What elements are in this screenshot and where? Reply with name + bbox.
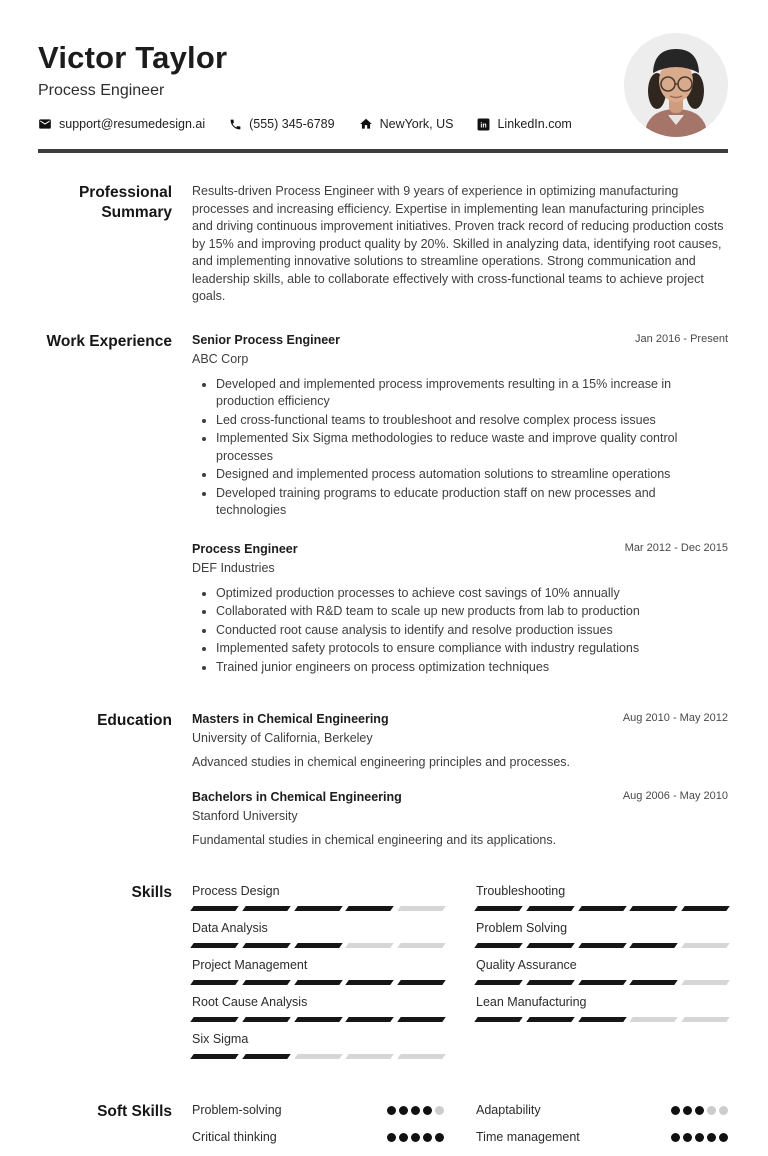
soft-skill-item: [476, 1102, 728, 1118]
skill-level-bar: [476, 906, 728, 911]
degree-dates: Aug 2010 - May 2012: [622, 712, 728, 724]
dot-filled: [411, 1133, 420, 1142]
skill-level-bar: [192, 1054, 444, 1059]
dot-filled: [423, 1106, 432, 1115]
job-title: Process Engineer: [192, 541, 298, 556]
skill-name: Process Design: [192, 884, 280, 898]
dot-filled: [671, 1106, 680, 1115]
contact-text: LinkedIn.com: [497, 117, 572, 131]
degree-header: [192, 711, 728, 746]
contact-item: [229, 117, 334, 131]
bar-segment-empty: [346, 943, 394, 948]
skill-item: [192, 920, 444, 948]
bar-segment-filled: [630, 980, 678, 985]
home-icon: [359, 117, 373, 131]
skill-level-bar: [476, 943, 728, 948]
bar-segment-filled: [190, 980, 238, 985]
bar-segment-filled: [681, 906, 729, 911]
bar-segment-filled: [474, 943, 522, 948]
soft-skills-grid: [192, 1102, 728, 1156]
dot-filled: [399, 1133, 408, 1142]
contact-text: NewYork, US: [379, 117, 454, 131]
bullet-item: • Led cross-functional teams to troubleshoot and resolve complex process issues: [216, 412, 728, 430]
bullet-item: • Implemented safety protocols to ensure compliance with industry regulations: [216, 640, 728, 658]
bar-segment-filled: [630, 943, 678, 948]
bullet-item: • Designed and implemented process automation solutions to streamline operations: [216, 466, 728, 484]
job-company: DEF Industries: [192, 560, 275, 575]
section-label: Skills: [131, 884, 172, 901]
resume-header: [38, 0, 728, 137]
bar-segment-empty: [681, 1017, 729, 1022]
skill-level-bar: [192, 980, 444, 985]
skill-name: Troubleshooting: [476, 884, 566, 898]
skill-item: [476, 883, 728, 911]
dot-filled: [695, 1106, 704, 1115]
bar-segment-filled: [242, 943, 290, 948]
dot-empty: [707, 1106, 716, 1115]
bar-segment-filled: [346, 980, 394, 985]
soft-skill-name: Critical thinking: [192, 1130, 277, 1144]
avatar-photo-illustration: [624, 33, 728, 137]
job-company: ABC Corp: [192, 351, 249, 366]
bar-segment-empty: [397, 906, 445, 911]
bar-segment-filled: [346, 1017, 394, 1022]
soft-skill-item: [476, 1129, 728, 1145]
bar-segment-empty: [681, 943, 729, 948]
skill-name: Root Cause Analysis: [192, 995, 308, 1009]
degree-school: University of California, Berkeley: [192, 731, 373, 745]
bullet-item: • Trained junior engineers on process optimization techniques: [216, 659, 728, 677]
soft-skill-name: Adaptability: [476, 1103, 541, 1117]
bar-segment-filled: [242, 1017, 290, 1022]
section-skills: [38, 883, 728, 1068]
bar-segment-empty: [397, 943, 445, 948]
degrees-list: [192, 711, 728, 849]
bullet-item: • Developed training programs to educate production staff on new processes and technologies: [216, 485, 728, 520]
bar-segment-empty: [397, 1054, 445, 1059]
dot-filled: [435, 1133, 444, 1142]
skill-level-bar: [476, 980, 728, 985]
degree-header: [192, 789, 728, 824]
skill-item: [192, 1031, 444, 1059]
degree-entry: [192, 789, 728, 850]
job-entry: [192, 332, 728, 520]
bar-segment-filled: [474, 980, 522, 985]
bullet-item: • Implemented Six Sigma methodologies to reduce waste and improve quality control processes: [216, 430, 728, 465]
avatar: [624, 33, 728, 137]
bar-segment-filled: [190, 943, 238, 948]
job-dates: Jan 2016 - Present: [635, 332, 728, 345]
bar-segment-filled: [474, 1017, 522, 1022]
phone-icon: [229, 118, 242, 131]
bar-segment-filled: [578, 906, 626, 911]
bar-segment-filled: [526, 906, 574, 911]
bullet-item: • Developed and implemented process improvements resulting in a 15% increase in production efficiency: [216, 376, 728, 411]
bar-segment-filled: [346, 906, 394, 911]
jobs-list: [192, 332, 728, 678]
section-label: Education: [97, 712, 172, 729]
soft-skill-item: [192, 1102, 444, 1118]
bar-segment-filled: [397, 980, 445, 985]
linkedin-icon: [477, 118, 490, 131]
soft-skill-dots: [671, 1106, 728, 1115]
job-bullets: [192, 376, 728, 520]
degree-description: Fundamental studies in chemical engineering and its applications.: [192, 832, 557, 847]
dot-filled: [695, 1133, 704, 1142]
skill-level-bar: [192, 906, 444, 911]
bar-segment-filled: [578, 980, 626, 985]
dot-filled: [671, 1133, 680, 1142]
bar-segment-empty: [346, 1054, 394, 1059]
header-identity: [38, 33, 572, 131]
person-name: Victor Taylor: [38, 40, 228, 75]
bar-segment-filled: [242, 1054, 290, 1059]
bar-segment-filled: [526, 943, 574, 948]
summary-text: Results-driven Process Engineer with 9 years of experience in optimizing manufacturing processes and increasing efficiency. Expertise in implementing lean manufacturing principles and driving continuous improvement initiatives. Proven track record of reducing production costs by 15% and improving product quality by 20%. Skilled in analyzing data, identifying root causes, and implementing innovative solutions to streamline operations. Strong communication and leadership skills, able to collaborate effectively with cross-functional teams to achieve project goals.: [192, 184, 724, 303]
skill-item: [476, 994, 728, 1022]
bullet-item: • Optimized production processes to achieve cost savings of 10% annually: [216, 585, 728, 603]
person-job-title: Process Engineer: [38, 82, 165, 99]
bar-segment-filled: [578, 1017, 626, 1022]
bullet-item: • Conducted root cause analysis to identify and resolve production issues: [216, 622, 728, 640]
contact-row: [38, 117, 572, 131]
bar-segment-filled: [294, 906, 342, 911]
bar-segment-filled: [630, 906, 678, 911]
bar-segment-filled: [474, 906, 522, 911]
section-label: Work Experience: [46, 332, 172, 350]
soft-skill-dots: [671, 1133, 728, 1142]
svg-text:in: in: [480, 121, 488, 129]
bar-segment-empty: [630, 1017, 678, 1022]
bar-segment-empty: [294, 1054, 342, 1059]
dot-empty: [719, 1106, 728, 1115]
degree-school: Stanford University: [192, 808, 298, 823]
bar-segment-filled: [242, 906, 290, 911]
section-work-experience: [38, 332, 728, 678]
job-entry: [192, 541, 728, 677]
contact-item: [477, 117, 571, 131]
skills-grid: [192, 883, 728, 1068]
skill-item: [192, 957, 444, 985]
bar-segment-filled: [190, 906, 238, 911]
job-header: [192, 332, 728, 367]
section-label: Professional Summary: [78, 184, 172, 221]
section-soft-skills: [38, 1102, 728, 1156]
job-bullets: [192, 585, 728, 677]
contact-text: (555) 345-6789: [249, 117, 335, 131]
soft-skill-dots: [387, 1133, 444, 1142]
contact-item: [38, 117, 205, 131]
contact-item: [359, 117, 454, 131]
bar-segment-empty: [681, 980, 729, 985]
degree-entry: [192, 711, 728, 772]
header-divider: [38, 149, 728, 153]
email-icon: [38, 117, 52, 131]
dot-filled: [411, 1106, 420, 1115]
skill-name: Quality Assurance: [476, 958, 577, 972]
job-dates: Mar 2012 - Dec 2015: [624, 541, 728, 554]
bar-segment-filled: [397, 1017, 445, 1022]
bullet-item: • Collaborated with R&D team to scale up new products from lab to production: [216, 603, 728, 621]
skill-item: [192, 994, 444, 1022]
soft-skill-name: Problem-solving: [192, 1103, 282, 1117]
soft-skill-name: Time management: [476, 1130, 580, 1144]
degree-dates: Aug 2006 - May 2010: [622, 789, 728, 802]
skill-name: Project Management: [192, 958, 308, 972]
dot-filled: [387, 1106, 396, 1115]
bar-segment-filled: [294, 1017, 342, 1022]
degree-description: Advanced studies in chemical engineering principles and processes.: [192, 755, 570, 769]
bar-segment-filled: [526, 980, 574, 985]
skill-name: Lean Manufacturing: [476, 995, 587, 1009]
job-header: [192, 541, 728, 576]
contact-text: support@resumedesign.ai: [59, 117, 206, 131]
bar-segment-filled: [190, 1017, 238, 1022]
degree-title: Masters in Chemical Engineering: [192, 712, 389, 726]
dot-filled: [683, 1133, 692, 1142]
bar-segment-filled: [294, 980, 342, 985]
dot-filled: [387, 1133, 396, 1142]
skill-item: [476, 957, 728, 985]
section-label: Soft Skills: [97, 1103, 172, 1120]
bar-segment-filled: [294, 943, 342, 948]
skill-level-bar: [476, 1017, 728, 1022]
skill-level-bar: [192, 943, 444, 948]
dot-filled: [719, 1133, 728, 1142]
bar-segment-filled: [578, 943, 626, 948]
bar-segment-filled: [242, 980, 290, 985]
skill-item: [192, 883, 444, 911]
skill-name: Data Analysis: [192, 921, 268, 935]
section-education: [38, 711, 728, 849]
bar-segment-filled: [526, 1017, 574, 1022]
dot-filled: [707, 1133, 716, 1142]
dot-filled: [399, 1106, 408, 1115]
dot-empty: [435, 1106, 444, 1115]
skill-name: Six Sigma: [192, 1032, 249, 1046]
section-professional-summary: [38, 183, 728, 306]
skill-name: Problem Solving: [476, 921, 568, 935]
bar-segment-filled: [190, 1054, 238, 1059]
job-title: Senior Process Engineer: [192, 332, 340, 347]
skill-level-bar: [192, 1017, 444, 1022]
degree-title: Bachelors in Chemical Engineering: [192, 789, 402, 804]
soft-skill-item: [192, 1129, 444, 1145]
dot-filled: [683, 1106, 692, 1115]
skill-item: [476, 920, 728, 948]
soft-skill-dots: [387, 1106, 444, 1115]
dot-filled: [423, 1133, 432, 1142]
